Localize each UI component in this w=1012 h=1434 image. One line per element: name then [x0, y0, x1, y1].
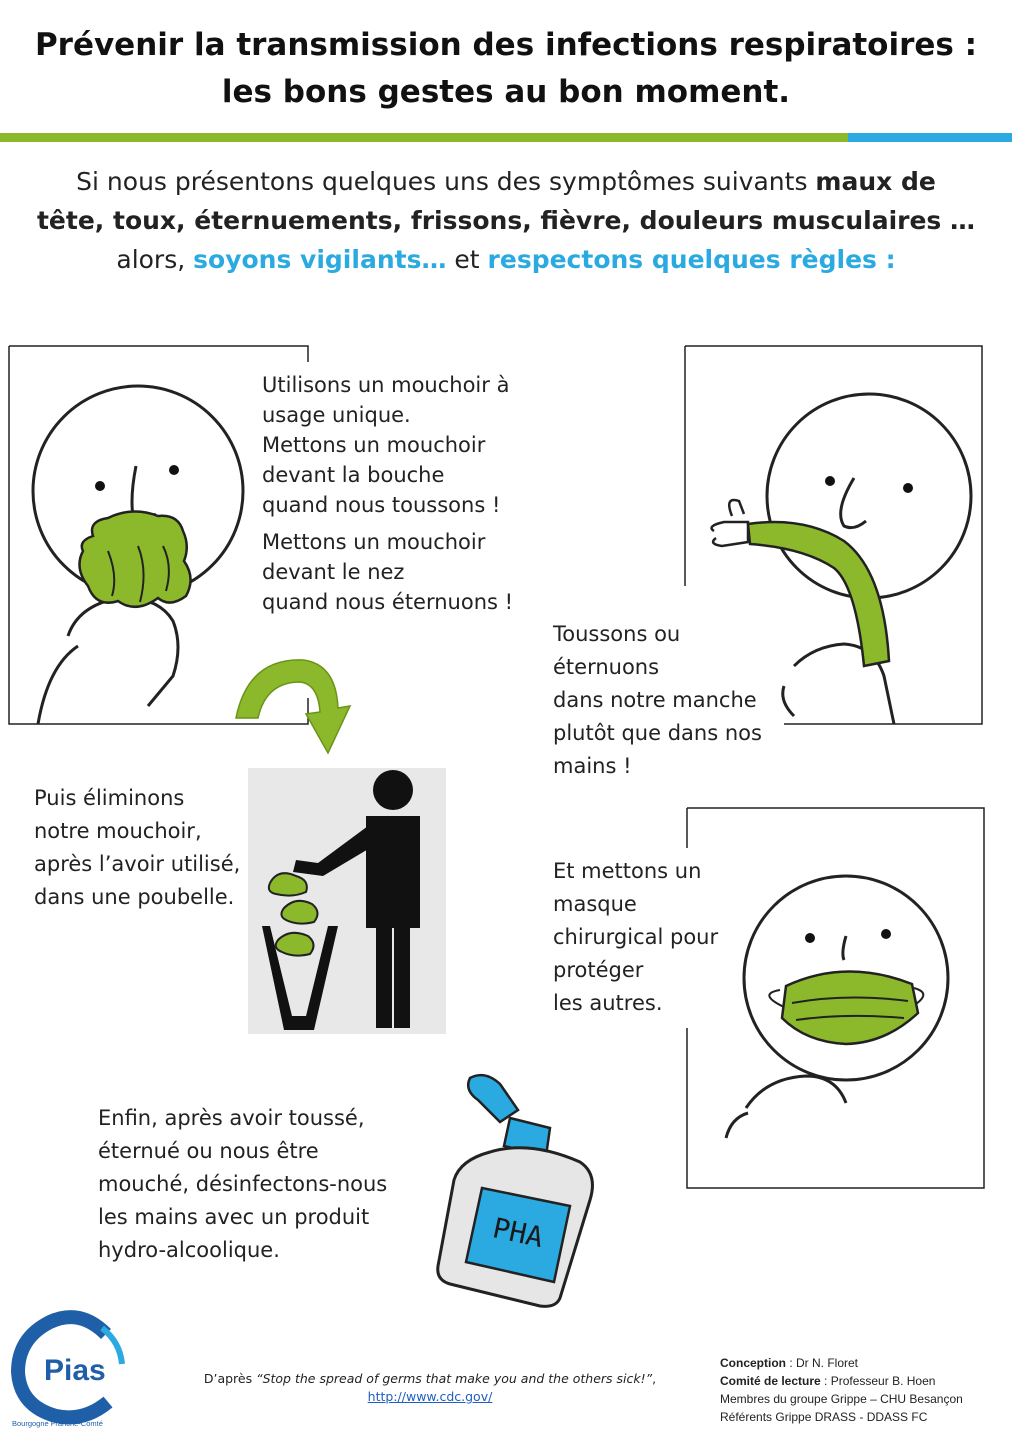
page-title	[0, 22, 1012, 116]
credits-line-3: Membres du groupe Grippe – CHU Besançon	[720, 1392, 963, 1406]
sleeve-line: mains !	[553, 754, 632, 778]
intro-text	[20, 162, 992, 279]
tissue-line: quand nous éternuons !	[262, 590, 514, 614]
sleeve-line: Toussons ou	[553, 622, 681, 646]
tissue-text	[262, 370, 562, 617]
intro-and: et	[446, 245, 488, 274]
intro-rules: respectons quelques règles :	[487, 245, 896, 274]
tissue-line: Mettons un mouchoir	[262, 433, 486, 457]
trash-bin-illustration	[248, 768, 446, 1034]
curved-arrow-icon	[228, 648, 368, 768]
tissue-line: devant la bouche	[262, 463, 445, 487]
tissue-line: Mettons un mouchoir	[262, 530, 486, 554]
source-citation	[150, 1370, 710, 1406]
tissue-line: devant le nez	[262, 560, 405, 584]
mask-line: masque	[553, 892, 637, 916]
source-suffix: ,	[652, 1371, 657, 1386]
credits	[720, 1354, 1010, 1426]
tissue-line: usage unique.	[262, 403, 411, 427]
bottle-label: PHA	[489, 1211, 547, 1255]
cdc-link[interactable]: http://www.cdc.gov/	[367, 1389, 493, 1404]
source-prefix: D’après	[203, 1371, 257, 1386]
credits-conception-label: Conception	[720, 1356, 786, 1370]
intro-symptoms-1: maux de	[815, 167, 936, 196]
gel-line: hydro-alcoolique.	[98, 1238, 280, 1262]
hand-sanitizer-bottle-icon	[430, 1070, 620, 1310]
gel-line: Enfin, après avoir toussé,	[98, 1106, 365, 1130]
mask-text	[553, 855, 773, 1020]
cpias-logo	[10, 1312, 130, 1430]
tissue-line: Utilisons un mouchoir à	[262, 373, 510, 397]
gel-line: mouché, désinfectons-nous	[98, 1172, 388, 1196]
credits-conception-value: : Dr N. Floret	[786, 1356, 859, 1370]
intro-line-3a: alors,	[116, 245, 194, 274]
bin-line: après l’avoir utilisé,	[34, 852, 241, 876]
header-rule-blue	[848, 133, 1012, 142]
credits-line-4: Référents Grippe DRASS - DDASS FC	[720, 1410, 928, 1424]
gel-line: éternué ou nous être	[98, 1139, 319, 1163]
tissue-line: quand nous toussons !	[262, 493, 501, 517]
bin-line: notre mouchoir,	[34, 819, 202, 843]
sleeve-line: dans notre manche	[553, 688, 757, 712]
source-quote: “Stop the spread of germs that make you and the others sick!”	[256, 1371, 653, 1386]
logo-region: Bourgogne Franche-Comté	[12, 1419, 103, 1428]
logo-name: Pias	[44, 1354, 106, 1387]
gel-line: les mains avec un produit	[98, 1205, 370, 1229]
sleeve-line: éternuons	[553, 655, 660, 679]
mask-line: protéger	[553, 958, 644, 982]
title-line-2: les bons gestes au bon moment.	[221, 74, 791, 110]
mask-line: Et mettons un	[553, 859, 702, 883]
mask-line: chirurgical pour	[553, 925, 719, 949]
credits-comite-label: Comité de lecture	[720, 1374, 821, 1388]
sleeve-line: plutôt que dans nos	[553, 721, 762, 745]
header-rule-green	[0, 133, 848, 142]
intro-vigilant: soyons vigilants…	[193, 245, 447, 274]
bin-line: Puis éliminons	[34, 786, 185, 810]
intro-line-1: Si nous présentons quelques uns des symptômes suivants	[76, 167, 816, 196]
title-line-1: Prévenir la transmission des infections respiratoires :	[34, 27, 978, 63]
sleeve-text	[553, 618, 793, 783]
intro-symptoms-2: tête, toux, éternuements, frissons, fièvre, douleurs musculaires …	[36, 206, 976, 235]
mask-line: les autres.	[553, 991, 663, 1015]
credits-comite-value: : Professeur B. Hoen	[820, 1374, 936, 1388]
bin-line: dans une poubelle.	[34, 885, 235, 909]
gel-text	[98, 1102, 438, 1267]
bin-text	[34, 782, 274, 914]
